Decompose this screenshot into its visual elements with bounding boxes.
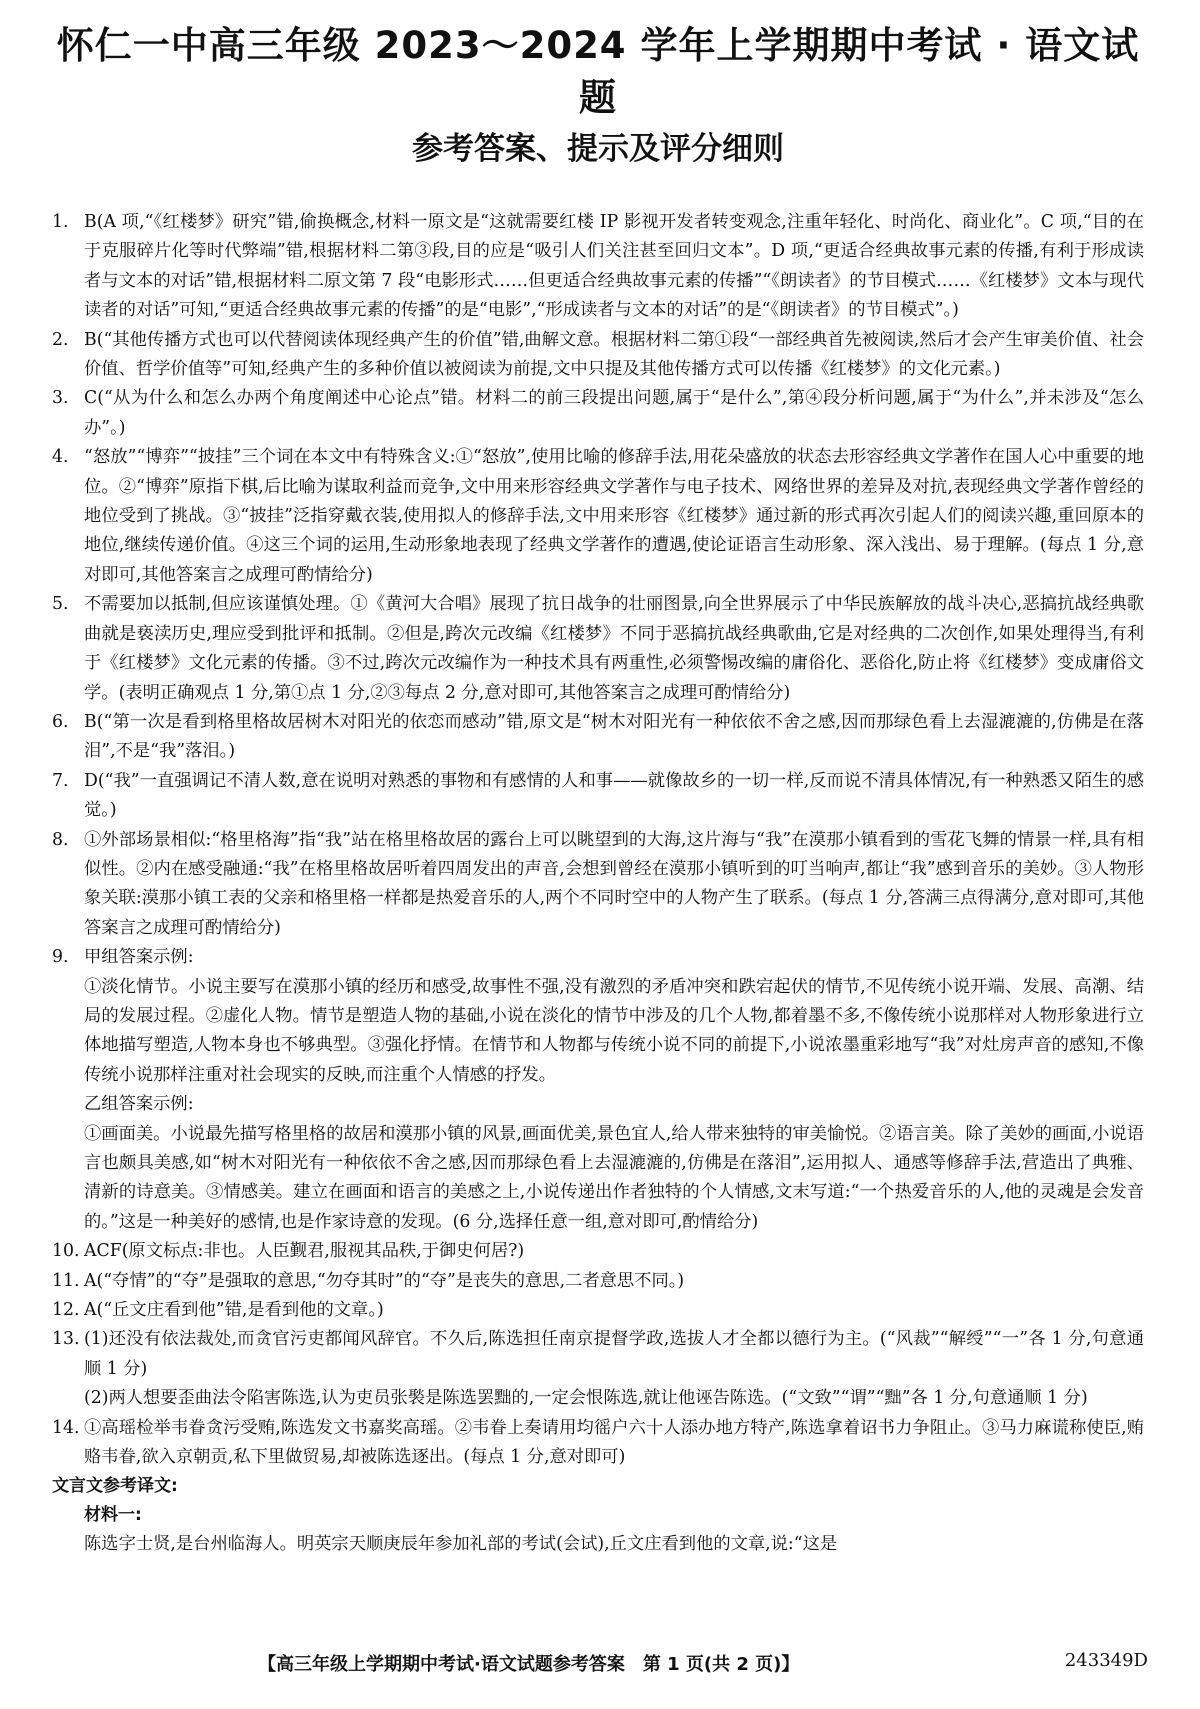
- translation-heading: 文言文参考译文:: [52, 1476, 178, 1497]
- answer-number: 12.: [52, 1300, 80, 1321]
- answer-number: 11.: [52, 1270, 80, 1291]
- answer-text: B(A 项,“《红楼梦》研究”错,偷换概念,材料一原文是“这就需要红楼 IP 影视开发者转变观念,注重年轻化、时尚化、商业化”。C 项,“目的在于克服碎片化等时代弊端”错,根据材料二第③段,目的应是“吸引人们关注甚至回归文本”。D 项,“更适合经典故事元素的传播,有利于形成读者与文本的对话”错,根据材料二原文第 7 段“电影形式……但更适合经典故事元素的传播”“《朗读者》的节目模式……《红楼梦》文本与现代读者的对话”可知,“更适合经典故事元素的传播”的是“电影”,“形成读者与文本的对话”的是“《朗读者》的节目模式”。): [84, 212, 1144, 321]
- answer-text: “怒放”“博弈”“披挂”三个词在本文中有特殊含义:①“怒放”,使用比喻的修辞手法,用花朵盛放的状态去形容经典文学著作在国人心中重要的地位。②“博弈”原指下棋,后比喻为谋取利益而竞争,文中用来形容经典文学著作与电子技术、网络世界的差异及对抗,表现经典文学著作曾经的地位受到了挑战。③“披挂”泛指穿戴衣装,使用拟人的修辞手法,文中用来形容《红楼梦》通过新的形式再次引起人们的阅读兴趣,重回原本的地位,继续传递价值。④这三个词的运用,生动形象地表现了经典文学著作的遭遇,使论证语言生动形象、深入浅出、易于理解。(每点 1 分,意对即可,其他答案言之成理可酌情给分): [84, 447, 1144, 585]
- answer-text: 不需要加以抵制,但应该谨慎处理。①《黄河大合唱》展现了抗日战争的壮丽图景,向全世界展示了中华民族解放的战斗决心,恶搞抗战经典歌曲就是亵渎历史,理应受到批评和抵制。②但是,跨次元改编《红楼梦》不同于恶搞抗战经典歌曲,它是对经典的二次创作,如果处理得当,有利于《红楼梦》文化元素的传播。③不过,跨次元改编作为一种技术具有两重性,必须警惕改编的庸俗化、恶俗化,防止将《红楼梦》变成庸俗文学。(表明正确观点 1 分,第①点 1 分,②③每点 2 分,意对即可,其他答案言之成理可酌情给分): [84, 594, 1144, 703]
- answer-item: [52, 826, 1144, 944]
- answer-number: 6.: [52, 711, 69, 732]
- answer-text: (1)还没有依法裁处,而贪官污吏都闻风辞官。不久后,陈选担任南京提督学政,选拔人才全都以德行为主。(“风裁”“解绶”“一”各 1 分,句意通顺 1 分): [84, 1329, 1144, 1379]
- answer-item: [52, 326, 1144, 385]
- answer-number: 10.: [52, 1241, 80, 1262]
- page-subtitle: 参考答案、提示及评分细则: [412, 131, 784, 167]
- answer-subparagraph: ①淡化情节。小说主要写在漠那小镇的经历和感受,故事性不强,没有激烈的矛盾冲突和跌宕起伏的情节,不见传统小说开端、发展、高潮、结局的发展过程。②虚化人物。情节是塑造人物的基础,小说在淡化的情节中涉及的几个人物,都着墨不多,不像传统小说那样对人物形象进行立体地描写塑造,人物本身也不够典型。③强化抒情。在情节和人物都与传统小说不同的前提下,小说浓墨重彩地写“我”对灶房声音的感知,不像传统小说那样注重对社会现实的反映,而注重个人情感的抒发。: [84, 976, 1144, 1085]
- answer-text: ACF(原文标点:非也。人臣觐君,服视其品秩,于御史何居?): [84, 1241, 525, 1262]
- answer-text: B(“第一次是看到格里格故居树木对阳光的依恋而感动”错,原文是“树木对阳光有一种依依不舍之感,因而那绿色看上去湿漉漉的,仿佛是在落泪”,不是“我”落泪。): [84, 711, 1144, 762]
- answer-text: ①高瑶检举韦眷贪污受贿,陈选发文书嘉奖高瑶。②韦眷上奏请用均徭户六十人添办地方特产,陈选拿着诏书力争阻止。③马力麻谎称使臣,贿赂韦眷,欲入京朝贡,私下里做贸易,却被陈选逐出。(每点 1 分,意对即可): [84, 1417, 1144, 1468]
- answer-item: [52, 767, 1144, 826]
- footer-page-info: 【高三年级上学期期中考试·语文试题参考答案 第 1 页(共 2 页)】: [258, 1654, 800, 1675]
- answer-item: [52, 1296, 1144, 1325]
- translation-subheading: 材料一:: [84, 1505, 142, 1526]
- answer-item: [52, 943, 1144, 1237]
- answer-number: 8.: [52, 829, 69, 850]
- answer-text: 甲组答案示例:: [84, 947, 194, 968]
- answer-subparagraph: 乙组答案示例:: [84, 1094, 194, 1115]
- answer-text: A(“夺情”的“夺”是强取的意思,“勿夺其时”的“夺”是丧失的意思,二者意思不同。): [84, 1270, 685, 1291]
- answer-item: [52, 443, 1144, 590]
- answer-number: 7.: [52, 770, 69, 791]
- answer-list: [52, 208, 1144, 1472]
- answer-item: [52, 590, 1144, 708]
- answer-number: 3.: [52, 388, 69, 409]
- answer-item: [52, 1237, 1144, 1266]
- page-title: 怀仁一中高三年级 2023～2024 学年上学期期中考试 · 语文试题: [56, 24, 1140, 119]
- answer-item: [52, 1325, 1144, 1413]
- answer-subparagraph: ①画面美。小说最先描写格里格的故居和漠那小镇的风景,画面优美,景色宜人,给人带来独特的审美愉悦。②语言美。除了美妙的画面,小说语言也颇具美感,如“树木对阳光有一种依依不舍之感,因而那绿色看上去湿漉漉的,仿佛是在落泪”,运用拟人、通感等修辞手法,营造出了典雅、清新的诗意美。③情感美。建立在画面和语言的美感之上,小说传递出作者独特的个人情感,文末写道:“一个热爱音乐的人,他的灵魂是会发音的。”这是一种美好的感情,也是作家诗意的发现。(6 分,选择任意一组,意对即可,酌情给分): [84, 1123, 1144, 1232]
- answer-text: C(“从为什么和怎么办两个角度阐述中心论点”错。材料二的前三段提出问题,属于“是什么”,第④段分析问题,属于“为什么”,并未涉及“怎么办”。): [84, 388, 1144, 438]
- answer-text: A(“丘文庄看到他”错,是看到他的文章。): [84, 1300, 384, 1321]
- answer-item: [52, 1414, 1144, 1473]
- footer-doc-code: 243349D: [1064, 1650, 1148, 1671]
- answer-item: [52, 708, 1144, 767]
- answer-text: B(“其他传播方式也可以代替阅读体现经典产生的价值”错,曲解文意。根据材料二第①段“一部经典首先被阅读,然后才会产生审美价值、社会价值、哲学价值等”可知,经典产生的多种价值以被阅读为前提,文中只提及其他传播方式可以传播《红楼梦》的文化元素。): [84, 329, 1144, 380]
- answer-number: 14.: [52, 1417, 80, 1438]
- answer-number: 13.: [52, 1329, 80, 1350]
- answer-text: ①外部场景相似:“格里格海”指“我”站在格里格故居的露台上可以眺望到的大海,这片海与“我”在漠那小镇看到的雪花飞舞的情景一样,具有相似性。②内在感受融通:“我”在格里格故居听着四周发出的声音,会想到曾经在漠那小镇听到的叮当响声,都让“我”感到音乐的美妙。③人物形象关联:漠那小镇工表的父亲和格里格一样都是热爱音乐的人,两个不同时空中的人物产生了联系。(每点 1 分,答满三点得满分,意对即可,其他答案言之成理可酌情给分): [84, 829, 1144, 938]
- answer-item: [52, 1267, 1144, 1296]
- answer-number: 5.: [52, 594, 69, 615]
- answer-number: 9.: [52, 947, 69, 968]
- answer-item: [52, 384, 1144, 443]
- page-footer: [0, 1650, 1200, 1684]
- answer-text: D(“我”一直强调记不清人数,意在说明对熟悉的事物和有感情的人和事——就像故乡的一切一样,反而说不清具体情况,有一种熟悉又陌生的感觉。): [84, 770, 1144, 821]
- translation-section: [52, 1472, 1144, 1559]
- translation-text: 陈选字士贤,是台州临海人。明英宗天顺庚辰年参加礼部的考试(会试),丘文庄看到他的文章,说:“这是: [84, 1534, 838, 1555]
- answer-item: [52, 208, 1144, 326]
- answer-number: 4.: [52, 447, 69, 468]
- answer-number: 1.: [52, 212, 69, 232]
- answer-subparagraph: (2)两人想要歪曲法令陷害陈选,认为吏员张褧是陈选罢黜的,一定会恨陈选,就让他诬告陈选。(“文致”“谓”“黜”各 1 分,句意通顺 1 分): [84, 1388, 1088, 1409]
- answer-number: 2.: [52, 329, 69, 350]
